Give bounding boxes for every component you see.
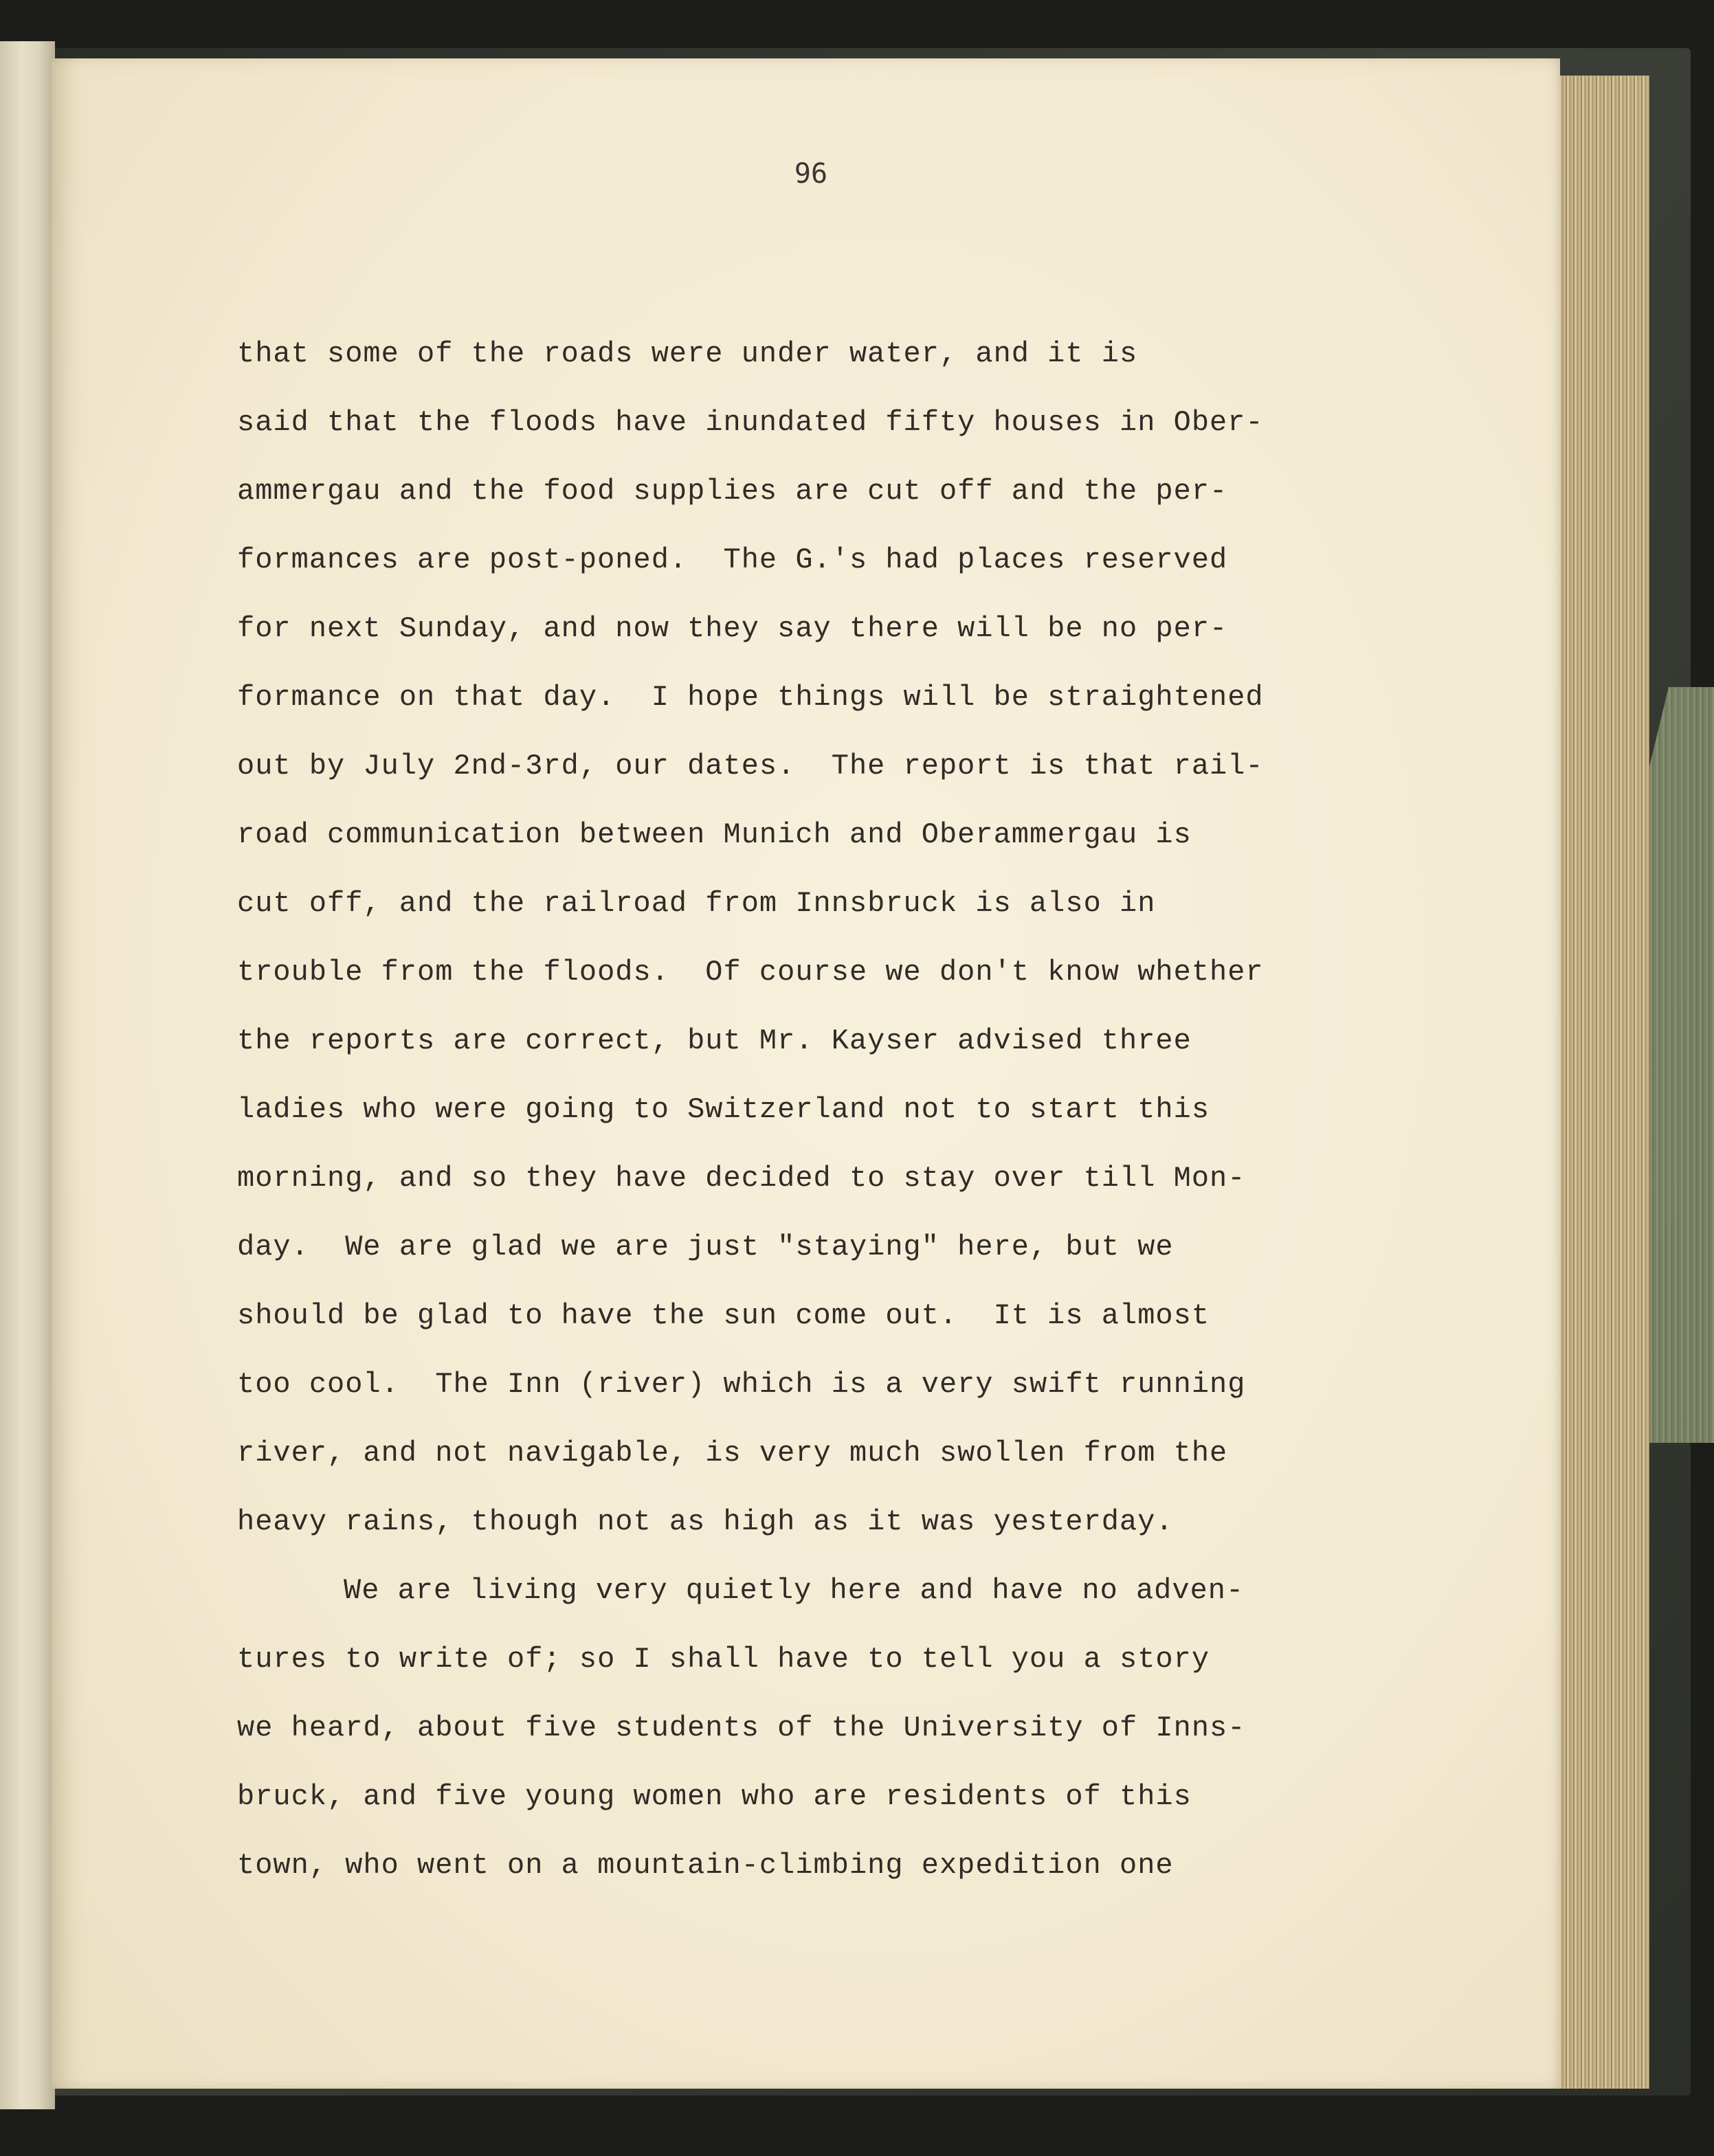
text-line: said that the floods have inundated fifty houses in Ober- [237,406,1264,439]
facing-page-edge [0,41,55,2109]
text-line: bruck, and five young women who are residents of this [237,1780,1192,1813]
text-line: trouble from the floods. Of course we don't know whether [237,956,1264,989]
page-block-edges [1546,76,1649,2089]
text-line: that some of the roads were under water, and it is [237,337,1138,370]
text-line: the reports are correct, but Mr. Kayser advised three [237,1024,1192,1057]
text-line: for next Sunday, and now they say there will be no per- [237,612,1228,645]
text-line: formance on that day. I hope things will be straightened [237,681,1264,714]
text-line: morning, and so they have decided to stay over till Mon- [237,1162,1246,1195]
text-line: too cool. The Inn (river) which is a very swift running [237,1368,1246,1401]
text-line: should be glad to have the sun come out. It is almost [237,1299,1210,1332]
text-line: road communication between Munich and Oberammergau is [237,818,1192,851]
text-line: day. We are glad we are just "staying" here, but we [237,1231,1174,1264]
text-line: river, and not navigable, is very much swollen from the [237,1437,1228,1470]
text-line: ladies who were going to Switzerland not to start this [237,1093,1210,1126]
typed-text-body [237,330,1474,1910]
text-line: out by July 2nd-3rd, our dates. The report is that rail- [237,750,1264,783]
text-line: we heard, about five students of the University of Inns- [237,1711,1246,1744]
text-line-paragraph-start: We are living very quietly here and have no adven- [344,1574,1245,1607]
text-line: town, who went on a mountain-climbing expedition one [237,1849,1174,1882]
page-number: 96 [794,158,828,190]
text-line: formances are post-poned. The G.'s had places reserved [237,543,1228,576]
text-line: ammergau and the food supplies are cut off and the per- [237,475,1228,508]
text-line: heavy rains, though not as high as it was yesterday. [237,1505,1174,1538]
text-line: cut off, and the railroad from Innsbruck is also in [237,887,1156,920]
text-line: tures to write of; so I shall have to tell you a story [237,1643,1210,1676]
